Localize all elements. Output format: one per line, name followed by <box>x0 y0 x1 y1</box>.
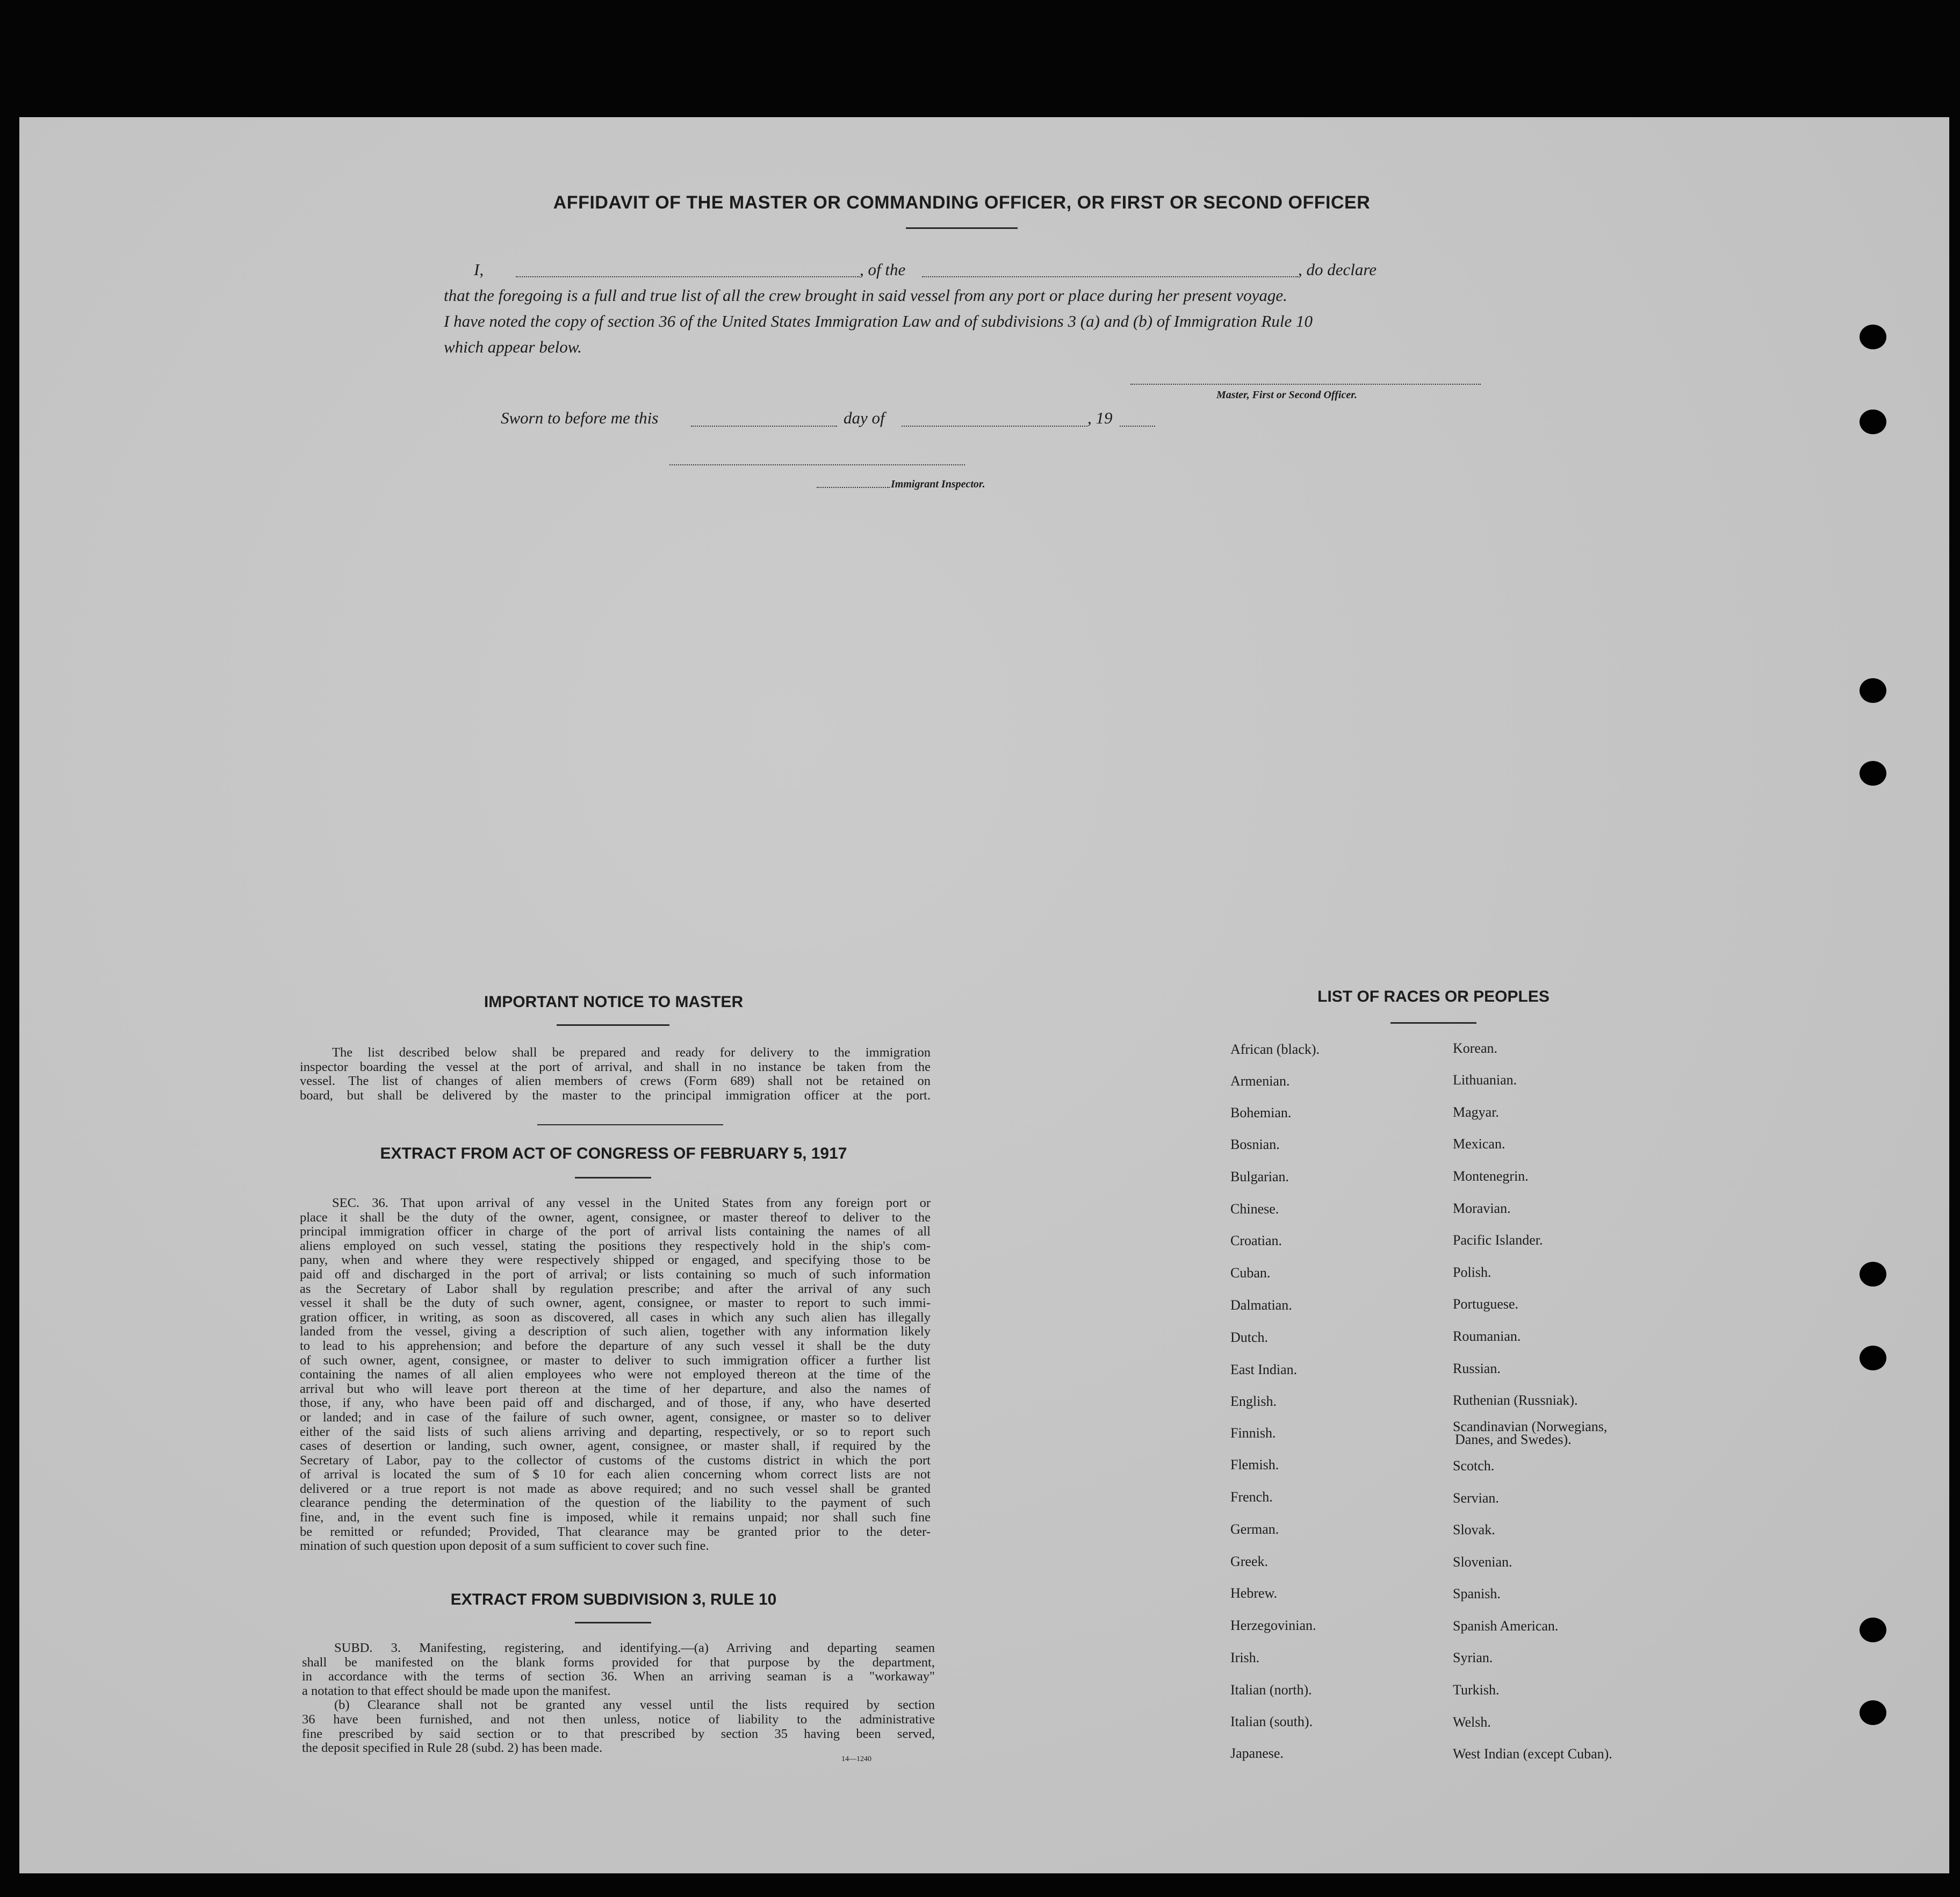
vessel-blank[interactable] <box>922 276 1298 277</box>
form-number: 14—1240 <box>841 1755 871 1763</box>
punch-hole <box>1860 1346 1886 1370</box>
act-line: either of the said lists of such aliens arriving and departing, respectively, or so to report such <box>300 1424 931 1439</box>
race-item: Greek. <box>1230 1554 1269 1569</box>
act-line: place it shall be the duty of the owner, agent, consignee, or master thereof to deliver to the <box>300 1210 931 1225</box>
act-line: paid off and discharged in the port of arrival; or lists containing so much of such information <box>300 1267 931 1282</box>
rule-line: fine prescribed by said section or to that prescribed by section 35 having been served, <box>302 1726 935 1741</box>
act-line: those, if any, who have been paid off and discharged, and of those, if any, who have deserted <box>300 1396 931 1411</box>
race-item: German. <box>1230 1521 1279 1537</box>
of-the-label: , of the <box>860 260 906 279</box>
race-item: Russian. <box>1453 1361 1501 1376</box>
race-item: Chinese. <box>1230 1201 1279 1217</box>
races-divider <box>1390 1022 1476 1024</box>
race-item: Bulgarian. <box>1230 1169 1289 1184</box>
punch-hole <box>1860 1700 1886 1725</box>
race-item: Dalmatian. <box>1230 1297 1292 1313</box>
name-blank[interactable] <box>516 276 860 277</box>
punch-hole <box>1860 761 1886 786</box>
race-item: Croatian. <box>1230 1233 1282 1248</box>
race-item: Polish. <box>1453 1264 1491 1280</box>
act-line: cases of desertion or landing, such owner, agent, consignee, or master shall, if required by the <box>300 1439 931 1454</box>
race-item: Cuban. <box>1230 1265 1271 1281</box>
form-sheet <box>19 117 1949 1873</box>
act-line: of such owner, agent, consignee, or master to deliver to such immigration officer a further list <box>300 1353 931 1368</box>
race-item: East Indian. <box>1230 1362 1298 1377</box>
punch-hole <box>1860 678 1886 703</box>
declaration-line-2: that the foregoing is a full and true list of all the crew brought in said vessel from any port or place during her present voyage. <box>444 286 1287 305</box>
race-item: Spanish. <box>1453 1586 1501 1601</box>
punch-hole <box>1860 1262 1886 1287</box>
act-divider <box>575 1177 651 1179</box>
race-item-continuation: Danes, and Swedes). <box>1455 1432 1572 1447</box>
declaration-line-3: I have noted the copy of section 36 of the United States Immigration Law and of subdivisions 3 (a) and (b) of Immigration Rule 10 <box>444 312 1313 330</box>
act-line: to lead to his apprehension; and before the departure of any such vessel it shall be the duty <box>300 1338 931 1353</box>
rule-line: in accordance with the terms of section 36. When an arriving seaman is a "workaway" <box>302 1669 935 1684</box>
notice-bottom-divider <box>537 1124 723 1125</box>
race-item: French. <box>1230 1489 1273 1505</box>
race-item: Servian. <box>1453 1490 1499 1506</box>
race-item: Lithuanian. <box>1453 1072 1517 1088</box>
affidavit-title: AFFIDAVIT OF THE MASTER OR COMMANDING OFFICER, OR FIRST OR SECOND OFFICER <box>553 192 1371 213</box>
act-line: landed from the vessel, giving a description of such alien, together with any information likely <box>300 1324 931 1339</box>
race-item: Herzegovinian. <box>1230 1618 1316 1633</box>
act-line: or landed; and in case of the failure of such owner, agent, consignee, or master so to deliver <box>300 1410 931 1425</box>
act-title: EXTRACT FROM ACT OF CONGRESS OF FEBRUARY 5, 1917 <box>380 1145 847 1162</box>
race-item: Mexican. <box>1453 1136 1505 1152</box>
race-item: Scandinavian (Norwegians, <box>1453 1419 1608 1434</box>
rule-line: a notation to that effect should be made upon the manifest. <box>302 1683 611 1698</box>
race-item: African (black). <box>1230 1041 1320 1057</box>
act-line: clearance pending the determination of the question of the liability to the payment of such <box>300 1496 931 1511</box>
rule-line: (b) Clearance shall not be granted any vessel until the lists required by section <box>334 1698 935 1713</box>
day-blank[interactable] <box>691 426 837 427</box>
notice-line: vessel. The list of changes of alien members of crews (Form 689) shall not be retained on <box>300 1074 931 1089</box>
race-item: Moravian. <box>1453 1201 1511 1216</box>
rule-divider <box>575 1622 651 1623</box>
race-item: Dutch. <box>1230 1330 1269 1345</box>
master-signature-caption: Master, First or Second Officer. <box>1216 389 1357 401</box>
race-item: Hebrew. <box>1230 1585 1278 1601</box>
day-of-label: day of <box>844 408 885 427</box>
race-item: Turkish. <box>1453 1682 1500 1698</box>
notice-paragraph <box>300 1046 931 1103</box>
declaration-line-4: which appear below. <box>444 337 582 356</box>
act-line: gration officer, in writing, as soon as discovered, all cases in which any such alien has illegally <box>300 1310 931 1325</box>
act-line: containing the names of all alien employees who were not employed thereon at the time of the <box>300 1367 931 1382</box>
punch-hole <box>1860 1618 1886 1642</box>
race-item: Italian (south). <box>1230 1714 1313 1729</box>
race-item: Finnish. <box>1230 1425 1276 1441</box>
notice-title: IMPORTANT NOTICE TO MASTER <box>484 993 744 1011</box>
rule-title: EXTRACT FROM SUBDIVISION 3, RULE 10 <box>450 1591 777 1608</box>
race-item: Japanese. <box>1230 1745 1284 1761</box>
notice-line: board, but shall be delivered by the master to the principal immigration officer at the port. <box>300 1088 931 1103</box>
punch-hole <box>1860 409 1886 434</box>
race-item: Portuguese. <box>1453 1296 1519 1312</box>
title-divider <box>906 227 1018 229</box>
race-item: Irish. <box>1230 1650 1260 1665</box>
act-line: mination of such question upon deposit of a sum sufficient to cover such fine. <box>300 1539 709 1554</box>
race-item: English. <box>1230 1393 1277 1409</box>
race-item: Korean. <box>1453 1040 1498 1056</box>
rule-paragraph <box>302 1641 935 1756</box>
inspector-caption: Immigrant Inspector. <box>891 478 985 490</box>
race-item: Welsh. <box>1453 1714 1491 1730</box>
race-item: Pacific Islander. <box>1453 1232 1543 1248</box>
race-item: Flemish. <box>1230 1457 1279 1472</box>
race-item: Bosnian. <box>1230 1137 1280 1152</box>
act-line: pany, when and where they were respectively shipped or engaged, and specifying those to be <box>300 1253 931 1268</box>
act-line: delivered or a true report is not made as above required; and no such vessel shall be granted <box>300 1481 931 1496</box>
punch-hole <box>1860 325 1886 349</box>
act-line: fine, and, in the event such fine is imposed, while it remains unpaid; nor shall such fine <box>300 1510 931 1525</box>
act-line: SEC. 36. That upon arrival of any vessel in the United States from any foreign port or <box>332 1196 931 1210</box>
act-paragraph <box>300 1196 931 1554</box>
act-line: Secretary of Labor, pay to the collector of customs of the customs district in which the port <box>300 1453 931 1468</box>
notice-line: The list described below shall be prepared and ready for delivery to the immigration <box>332 1045 931 1060</box>
notice-divider <box>557 1024 669 1026</box>
act-line: arrival but who will leave port thereon at the time of her departure, and also the names of <box>300 1381 931 1396</box>
race-item: Italian (north). <box>1230 1682 1312 1698</box>
rule-line: the deposit specified in Rule 28 (subd. 2) has been made. <box>302 1741 603 1756</box>
race-item: Syrian. <box>1453 1650 1493 1665</box>
race-item: Slovak. <box>1453 1522 1495 1537</box>
do-declare-label: , do declare <box>1298 260 1377 279</box>
sworn-label: Sworn to before me this <box>501 408 659 427</box>
rule-line: shall be manifested on the blank forms provided for that purpose by the department, <box>302 1655 935 1670</box>
notice-line: inspector boarding the vessel at the port of arrival, and shall in no instance be taken from the <box>300 1059 931 1074</box>
i-label: I, <box>474 260 484 279</box>
race-item: Roumanian. <box>1453 1328 1521 1344</box>
race-item: Bohemian. <box>1230 1105 1292 1120</box>
year-blank[interactable] <box>1120 426 1155 427</box>
act-line: as the Secretary of Labor shall by regulation prescribe; and after the arrival of any such <box>300 1281 931 1296</box>
race-item: Armenian. <box>1230 1073 1290 1089</box>
act-line: of arrival is located the sum of $ 10 for each alien concerning whom correct lists are not <box>300 1467 931 1482</box>
year-label: , 19 <box>1087 408 1113 427</box>
race-item: West Indian (except Cuban). <box>1453 1746 1612 1762</box>
act-line: be remitted or refunded; Provided, That clearance may be granted prior to the deter- <box>300 1524 931 1539</box>
race-item: Slovenian. <box>1453 1554 1512 1570</box>
race-item: Montenegrin. <box>1453 1168 1529 1184</box>
inspector-prefix-line <box>817 487 890 488</box>
inspector-signature-line[interactable] <box>669 464 965 465</box>
act-line: vessel it shall be the duty of such owner, agent, consignee, or master to report to such immi- <box>300 1296 931 1311</box>
race-item: Scotch. <box>1453 1458 1495 1474</box>
act-line: aliens employed on such vessel, stating the positions they respectively hold in the ship's com- <box>300 1238 931 1253</box>
race-item: Spanish American. <box>1453 1618 1559 1634</box>
month-blank[interactable] <box>902 426 1087 427</box>
race-item: Ruthenian (Russniak). <box>1453 1392 1578 1408</box>
races-title: LIST OF RACES OR PEOPLES <box>1317 988 1550 1005</box>
rule-line: SUBD. 3. Manifesting, registering, and identifying.—(a) Arriving and departing seamen <box>334 1641 935 1655</box>
rule-line: 36 have been furnished, and not then unless, notice of liability to the administrative <box>302 1712 935 1727</box>
race-item: Magyar. <box>1453 1104 1499 1120</box>
act-line: principal immigration officer in charge of the port of arrival lists containing the names of all <box>300 1224 931 1239</box>
master-signature-line[interactable] <box>1130 384 1481 385</box>
